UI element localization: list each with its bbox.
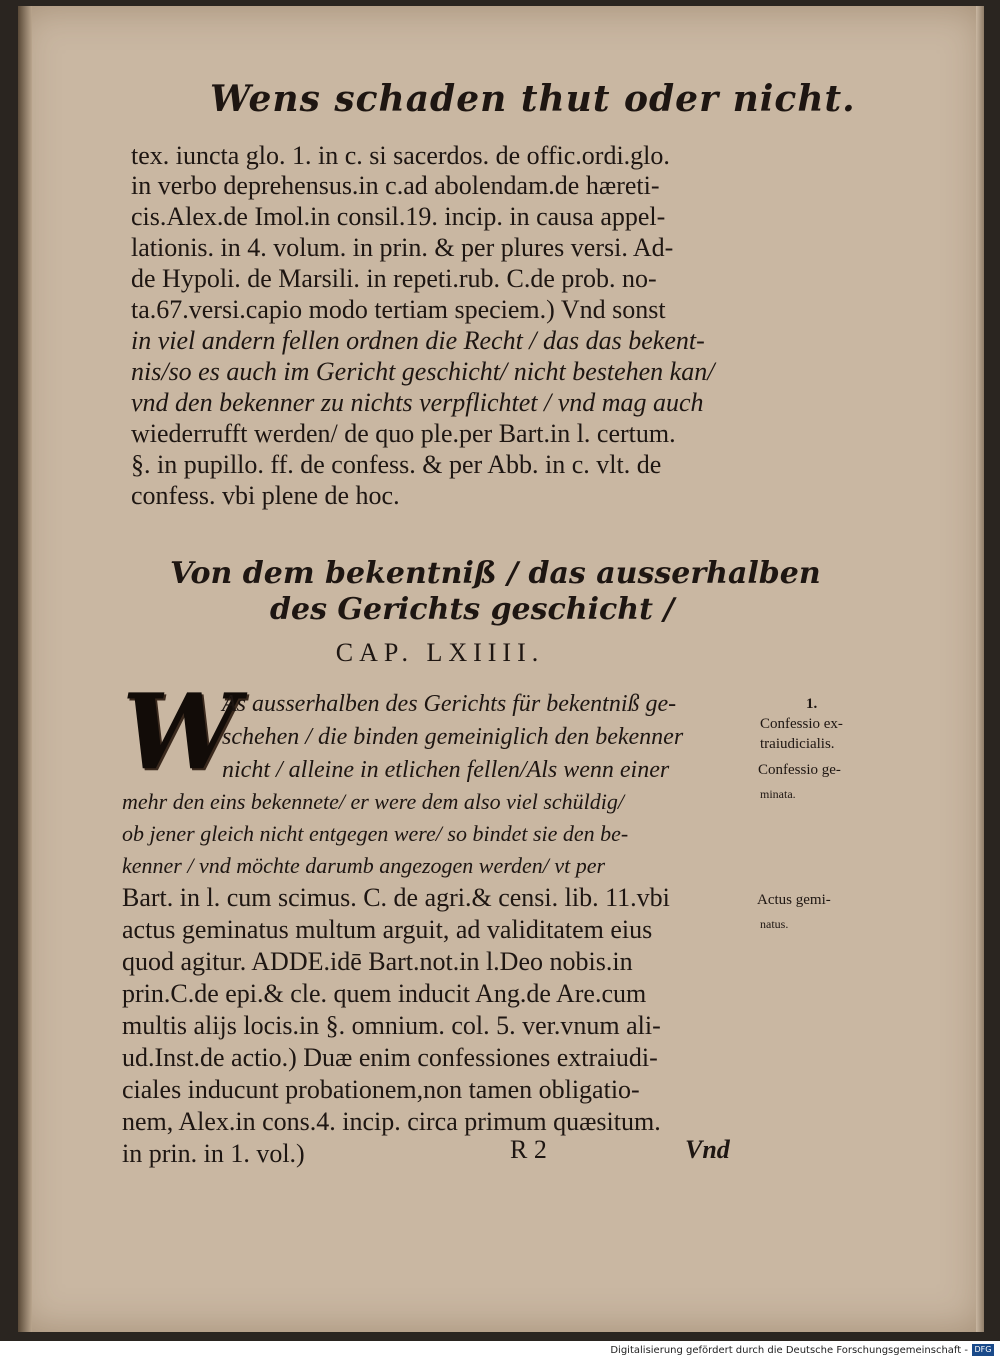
text-line: multis alijs locis.in §. omnium. col. 5. ver.vnum ali- <box>122 1011 661 1040</box>
chapter-number: CAP. LXIIII. <box>335 638 545 667</box>
text-line: in prin. in 1. vol.) <box>122 1139 305 1168</box>
running-head: Wens schaden thut oder nicht. <box>210 78 856 120</box>
text-line: nem, Alex.in cons.4. incip. circa primum quæsitum. <box>122 1107 661 1136</box>
text-line: As ausserhalben des Gerichts für bekentniß ge- <box>222 691 677 717</box>
catchword: Vnd <box>685 1135 730 1164</box>
text-line: lationis. in 4. volum. in prin. & per plures versi. Ad- <box>131 233 674 262</box>
text-line: nicht / alleine in etlichen fellen/Als wenn einer <box>222 757 670 783</box>
text-line: mehr den eins bekennete/ er were dem also viel schüldig/ <box>122 789 624 814</box>
text-line: wiederrufft werden/ de quo ple.per Bart.in l. certum. <box>131 419 676 448</box>
text-line: de Hypoli. de Marsili. in repeti.rub. C.de prob. no- <box>131 264 657 293</box>
text-line: §. in pupillo. ff. de confess. & per Abb. in c. vlt. de <box>131 450 662 479</box>
footer-credit: Digitalisierung gefördert durch die Deutsche Forschungsgemeinschaft - <box>610 1345 968 1356</box>
text-line: quod agitur. ADDE.idē Bart.not.in l.Deo nobis.in <box>122 947 633 976</box>
text-line: ta.67.versi.capio modo tertiam speciem.) Vnd sonst <box>131 295 666 324</box>
margin-note: Confessio ge- <box>758 762 841 778</box>
margin-note: natus. <box>760 917 789 931</box>
margin-note-number: 1. <box>806 696 818 712</box>
margin-note: Confessio ex- <box>760 716 843 732</box>
page-edge <box>976 6 984 1332</box>
chapter-heading-line-2: des Gerichts geschicht / <box>270 592 675 627</box>
margin-note: Actus gemi- <box>757 892 831 908</box>
margin-note: traiudicialis. <box>760 736 835 752</box>
text-line: kenner / vnd möchte darumb angezogen werden/ vt per <box>122 853 606 878</box>
margin-note: minata. <box>760 787 796 801</box>
signature-mark: R 2 <box>510 1135 547 1164</box>
text-line: vnd den bekenner zu nichts verpflichtet / vnd mag auch <box>131 388 704 417</box>
decorated-initial: W <box>122 670 239 793</box>
text-line: confess. vbi plene de hoc. <box>131 481 400 510</box>
page-gutter <box>18 6 32 1332</box>
text-line: prin.C.de epi.& cle. quem inducit Ang.de Are.cum <box>122 979 647 1008</box>
text-line: ciales inducunt probationem,non tamen obligatio- <box>122 1075 640 1104</box>
text-line: Bart. in l. cum scimus. C. de agri.& censi. lib. 11.vbi <box>122 883 670 912</box>
text-line: ud.Inst.de actio.) Duæ enim confessiones extraiudi- <box>122 1043 658 1072</box>
text-line: ob jener gleich nicht entgegen were/ so bindet sie den be- <box>122 821 629 846</box>
text-line: cis.Alex.de Imol.in consil.19. incip. in causa appel- <box>131 202 666 231</box>
dfg-logo: DFG <box>972 1344 994 1356</box>
text-line: actus geminatus multum arguit, ad validitatem eius <box>122 915 653 944</box>
text-line: in viel andern fellen ordnen die Recht / das das bekent- <box>131 326 705 355</box>
text-line: nis/so es auch im Gericht geschicht/ nicht bestehen kan/ <box>131 357 715 386</box>
text-line: schehen / die binden gemeiniglich den bekenner <box>222 724 684 750</box>
chapter-heading-line-1: Von dem bekentniß / das ausserhalben <box>170 556 821 591</box>
text-line: in verbo deprehensus.in c.ad abolendam.de hæreti- <box>131 171 660 200</box>
text-line: tex. iuncta glo. 1. in c. si sacerdos. de offic.ordi.glo. <box>131 141 670 170</box>
